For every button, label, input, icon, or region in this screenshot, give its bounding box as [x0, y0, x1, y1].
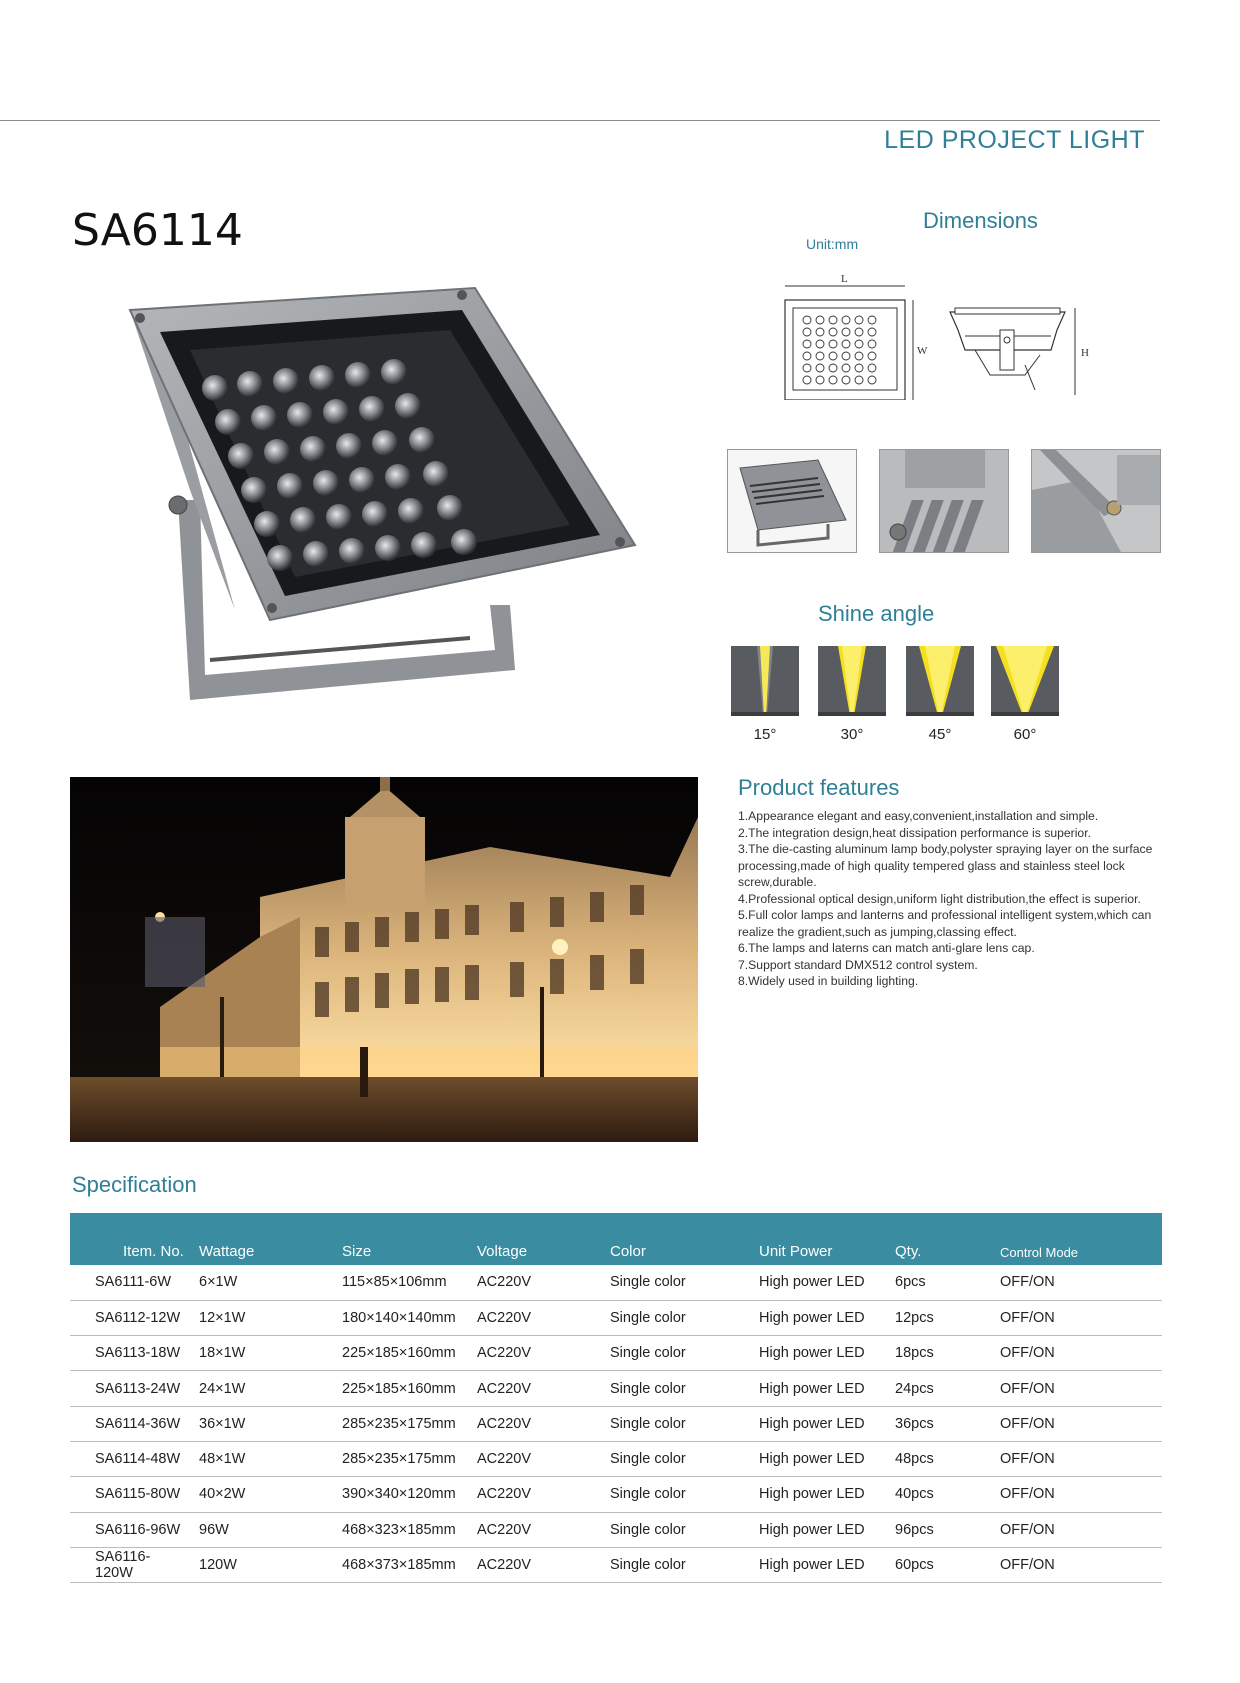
cell-control-mode: OFF/ON: [999, 1547, 1162, 1582]
cell-qty: 6pcs: [895, 1265, 999, 1300]
product-features-title: Product features: [738, 775, 900, 800]
cell-item-no: SA6112-12W: [70, 1300, 188, 1335]
cell-wattage: 48×1W: [188, 1441, 292, 1476]
feature-item: 1.Appearance elegant and easy,convenient,installation and simple.: [738, 809, 1099, 823]
cell-voltage: AC220V: [457, 1336, 589, 1371]
cell-unit-power: High power LED: [721, 1477, 895, 1512]
table-row: [70, 1477, 1162, 1512]
column-header-voltage: Voltage: [477, 1243, 528, 1260]
detail-photo-heatsink: [879, 449, 1009, 553]
category-title: LED PROJECT LIGHT: [884, 126, 1145, 154]
feature-item: 3.The die-casting aluminum lamp body,polyster spraying layer on the surface processing,made of high quality tempered glass and stainless steel lock screw,durable.: [738, 842, 1153, 889]
cell-color: Single color: [589, 1265, 721, 1300]
cell-size: 468×323×185mm: [292, 1512, 457, 1547]
cell-wattage: 120W: [188, 1547, 292, 1582]
feature-item: 4.Professional optical design,uniform light distribution,the effect is superior.: [738, 891, 1141, 906]
beam-45-icon: [906, 646, 974, 716]
cell-qty: 24pcs: [895, 1371, 999, 1406]
cell-color: Single color: [589, 1547, 721, 1582]
cell-item-no: SA6116-96W: [70, 1512, 188, 1547]
detail-photo-bracket: [1031, 449, 1161, 553]
shine-angle-title: Shine angle: [818, 601, 935, 626]
cell-control-mode: OFF/ON: [999, 1406, 1162, 1441]
cell-control-mode: OFF/ON: [999, 1371, 1162, 1406]
cell-item-no: SA6113-18W: [70, 1336, 188, 1371]
unit-label: Unit:mm: [806, 236, 859, 252]
feature-item: 5.Full color lamps and lanterns and professional intelligent system,which can realize the gradient,such as jumping,classing effect.: [738, 908, 1152, 939]
column-header-control-mode: Control Mode: [1000, 1245, 1079, 1260]
cell-qty: 36pcs: [895, 1406, 999, 1441]
dimensions-title: Dimensions: [923, 208, 1038, 233]
column-header-item-no: Item. No.: [123, 1243, 184, 1260]
table-row: [70, 1441, 1162, 1476]
table-row: [70, 1547, 1162, 1582]
cell-control-mode: OFF/ON: [999, 1512, 1162, 1547]
cell-unit-power: High power LED: [721, 1300, 895, 1335]
cell-item-no: SA6116-120W: [70, 1547, 188, 1582]
cell-item-no: SA6114-48W: [70, 1441, 188, 1476]
cell-qty: 40pcs: [895, 1477, 999, 1512]
cell-unit-power: High power LED: [721, 1547, 895, 1582]
cell-voltage: AC220V: [457, 1406, 589, 1441]
cell-qty: 12pcs: [895, 1300, 999, 1335]
cell-control-mode: OFF/ON: [999, 1477, 1162, 1512]
cell-unit-power: High power LED: [721, 1371, 895, 1406]
column-header-wattage: Wattage: [199, 1243, 255, 1260]
cell-size: 225×185×160mm: [292, 1336, 457, 1371]
beam-60-icon: [991, 646, 1059, 716]
feature-item: 6.The lamps and laterns can match anti-glare lens cap.: [738, 941, 1035, 955]
specification-title: Specification: [72, 1172, 197, 1197]
cell-unit-power: High power LED: [721, 1336, 895, 1371]
cell-voltage: AC220V: [457, 1265, 589, 1300]
beam-15-icon: [731, 646, 799, 716]
cell-wattage: 18×1W: [188, 1336, 292, 1371]
cell-qty: 18pcs: [895, 1336, 999, 1371]
width-label: W: [917, 345, 928, 357]
cell-size: 285×235×175mm: [292, 1441, 457, 1476]
cell-size: 390×340×120mm: [292, 1477, 457, 1512]
cell-size: 115×85×106mm: [292, 1265, 457, 1300]
cell-wattage: 12×1W: [188, 1300, 292, 1335]
cell-color: Single color: [589, 1441, 721, 1476]
cell-voltage: AC220V: [457, 1371, 589, 1406]
cell-qty: 48pcs: [895, 1441, 999, 1476]
column-header-color: Color: [610, 1243, 646, 1260]
cell-control-mode: OFF/ON: [999, 1336, 1162, 1371]
cell-voltage: AC220V: [457, 1547, 589, 1582]
features-list: [738, 808, 1158, 990]
cell-unit-power: High power LED: [721, 1441, 895, 1476]
cell-control-mode: OFF/ON: [999, 1441, 1162, 1476]
cell-item-no: SA6111-6W: [70, 1265, 188, 1300]
table-row: [70, 1300, 1162, 1335]
top-divider: [0, 120, 1160, 121]
table-row: [70, 1336, 1162, 1371]
cell-color: Single color: [589, 1512, 721, 1547]
cell-size: 180×140×140mm: [292, 1300, 457, 1335]
cell-color: Single color: [589, 1300, 721, 1335]
cell-wattage: 36×1W: [188, 1406, 292, 1441]
cell-size: 468×373×185mm: [292, 1547, 457, 1582]
cell-item-no: SA6113-24W: [70, 1371, 188, 1406]
table-row: [70, 1371, 1162, 1406]
cell-wattage: 96W: [188, 1512, 292, 1547]
cell-control-mode: OFF/ON: [999, 1265, 1162, 1300]
spec-table-header: [70, 1213, 1162, 1265]
model-title: SA6114: [72, 205, 243, 256]
feature-item: 2.The integration design,heat dissipation performance is superior.: [738, 825, 1091, 840]
detail-photo-rear: [727, 449, 857, 553]
angle-label-30: 30°: [840, 726, 864, 743]
angle-label-60: 60°: [1013, 726, 1037, 743]
cell-unit-power: High power LED: [721, 1265, 895, 1300]
table-row: [70, 1512, 1162, 1547]
column-header-size: Size: [342, 1243, 372, 1260]
dimension-drawing: [775, 270, 1105, 400]
cell-color: Single color: [589, 1371, 721, 1406]
beam-30-icon: [818, 646, 886, 716]
cell-voltage: AC220V: [457, 1512, 589, 1547]
cell-qty: 60pcs: [895, 1547, 999, 1582]
cell-qty: 96pcs: [895, 1512, 999, 1547]
cell-item-no: SA6114-36W: [70, 1406, 188, 1441]
cell-size: 225×185×160mm: [292, 1371, 457, 1406]
length-label: L: [841, 273, 848, 285]
spec-table: [70, 1213, 1162, 1583]
cell-color: Single color: [589, 1477, 721, 1512]
cell-item-no: SA6115-80W: [70, 1477, 188, 1512]
product-photo: [110, 280, 650, 700]
cell-voltage: AC220V: [457, 1477, 589, 1512]
feature-item: 7.Support standard DMX512 control system.: [738, 957, 978, 972]
height-label: H: [1081, 347, 1089, 359]
building-night-photo: [70, 777, 698, 1142]
cell-color: Single color: [589, 1406, 721, 1441]
cell-voltage: AC220V: [457, 1300, 589, 1335]
table-row: [70, 1265, 1162, 1300]
cell-wattage: 6×1W: [188, 1265, 292, 1300]
cell-color: Single color: [589, 1336, 721, 1371]
column-header-qty: Qty.: [895, 1243, 922, 1260]
feature-item: 8.Widely used in building lighting.: [738, 974, 919, 988]
cell-control-mode: OFF/ON: [999, 1300, 1162, 1335]
cell-wattage: 40×2W: [188, 1477, 292, 1512]
cell-unit-power: High power LED: [721, 1406, 895, 1441]
cell-size: 285×235×175mm: [292, 1406, 457, 1441]
cell-wattage: 24×1W: [188, 1371, 292, 1406]
cell-unit-power: High power LED: [721, 1512, 895, 1547]
cell-voltage: AC220V: [457, 1441, 589, 1476]
table-row: [70, 1406, 1162, 1441]
angle-label-45: 45°: [928, 726, 952, 743]
column-header-unit-power: Unit Power: [759, 1243, 833, 1260]
angle-label-15: 15°: [753, 726, 777, 743]
